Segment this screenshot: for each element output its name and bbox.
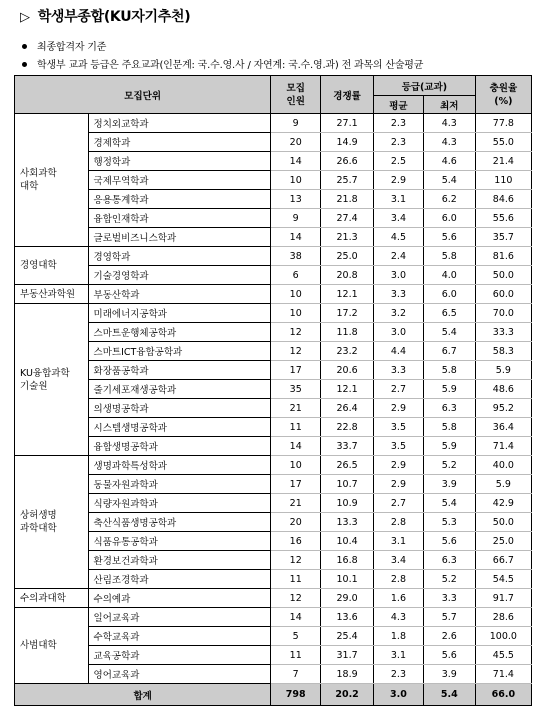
competition-cell: 18.9 xyxy=(321,665,374,684)
competition-cell: 12.1 xyxy=(321,380,374,399)
header-grade-min: 최저 xyxy=(423,96,475,114)
grade-min-cell: 5.4 xyxy=(423,323,475,342)
college-cell: 부동산과학원 xyxy=(15,285,89,304)
fill-rate-cell: 84.6 xyxy=(475,190,531,209)
grade-avg-cell: 1.6 xyxy=(374,589,424,608)
grade-min-cell: 4.6 xyxy=(423,152,475,171)
table-row xyxy=(15,475,532,494)
grade-avg-cell: 3.5 xyxy=(374,418,424,437)
quota-cell: 10 xyxy=(271,304,321,323)
fill-rate-cell: 36.4 xyxy=(475,418,531,437)
competition-cell: 21.8 xyxy=(321,190,374,209)
quota-cell: 14 xyxy=(271,437,321,456)
page-title xyxy=(20,6,190,26)
table-row xyxy=(15,361,532,380)
fill-rate-cell: 21.4 xyxy=(475,152,531,171)
college-cell: KU융합과학 기술원 xyxy=(15,304,89,456)
header-competition: 경쟁률 xyxy=(321,76,374,114)
fill-rate-cell: 35.7 xyxy=(475,228,531,247)
dept-cell: 경제학과 xyxy=(88,133,271,152)
quota-cell: 12 xyxy=(271,342,321,361)
table-row xyxy=(15,665,532,684)
dept-cell: 산림조경학과 xyxy=(88,570,271,589)
grade-avg-cell: 3.5 xyxy=(374,437,424,456)
grade-avg-cell: 3.0 xyxy=(374,266,424,285)
fill-rate-cell: 50.0 xyxy=(475,266,531,285)
table-row xyxy=(15,399,532,418)
header-fill-rate: 충원율 (%) xyxy=(475,76,531,114)
grade-min-cell: 6.7 xyxy=(423,342,475,361)
fill-rate-cell: 70.0 xyxy=(475,304,531,323)
total-quota: 798 xyxy=(271,684,321,706)
grade-min-cell: 5.6 xyxy=(423,228,475,247)
quota-cell: 20 xyxy=(271,513,321,532)
quota-cell: 5 xyxy=(271,627,321,646)
admission-results-table xyxy=(14,75,532,706)
grade-avg-cell: 2.8 xyxy=(374,513,424,532)
grade-min-cell: 5.2 xyxy=(423,570,475,589)
header-unit: 모집단위 xyxy=(15,76,271,114)
quota-cell: 13 xyxy=(271,190,321,209)
fill-rate-cell: 55.0 xyxy=(475,133,531,152)
fill-rate-cell: 50.0 xyxy=(475,513,531,532)
dept-cell: 축산식품생명공학과 xyxy=(88,513,271,532)
competition-cell: 10.4 xyxy=(321,532,374,551)
header-grade: 등급(교과) xyxy=(374,76,476,96)
table-row xyxy=(15,304,532,323)
table-row xyxy=(15,513,532,532)
grade-avg-cell: 4.5 xyxy=(374,228,424,247)
competition-cell: 16.8 xyxy=(321,551,374,570)
competition-cell: 25.7 xyxy=(321,171,374,190)
competition-cell: 14.9 xyxy=(321,133,374,152)
fill-rate-cell: 25.0 xyxy=(475,532,531,551)
grade-avg-cell: 3.4 xyxy=(374,209,424,228)
quota-cell: 11 xyxy=(271,418,321,437)
quota-cell: 21 xyxy=(271,494,321,513)
fill-rate-cell: 66.7 xyxy=(475,551,531,570)
grade-min-cell: 5.6 xyxy=(423,532,475,551)
grade-min-cell: 4.3 xyxy=(423,114,475,133)
note-text: 최종합격자 기준 xyxy=(37,42,107,53)
table-row xyxy=(15,266,532,285)
competition-cell: 33.7 xyxy=(321,437,374,456)
quota-cell: 14 xyxy=(271,228,321,247)
competition-cell: 12.1 xyxy=(321,285,374,304)
competition-cell: 23.2 xyxy=(321,342,374,361)
dept-cell: 융합인재학과 xyxy=(88,209,271,228)
grade-min-cell: 4.3 xyxy=(423,133,475,152)
competition-cell: 25.0 xyxy=(321,247,374,266)
competition-cell: 10.7 xyxy=(321,475,374,494)
competition-cell: 29.0 xyxy=(321,589,374,608)
fill-rate-cell: 48.6 xyxy=(475,380,531,399)
grade-min-cell: 6.5 xyxy=(423,304,475,323)
dept-cell: 스마트운행체공학과 xyxy=(88,323,271,342)
table-row xyxy=(15,380,532,399)
competition-cell: 20.8 xyxy=(321,266,374,285)
table-row xyxy=(15,532,532,551)
dept-cell: 교육공학과 xyxy=(88,646,271,665)
fill-rate-cell: 54.5 xyxy=(475,570,531,589)
grade-min-cell: 6.3 xyxy=(423,399,475,418)
dept-cell: 경영학과 xyxy=(88,247,271,266)
grade-avg-cell: 3.3 xyxy=(374,361,424,380)
table-row xyxy=(15,551,532,570)
fill-rate-cell: 81.6 xyxy=(475,247,531,266)
quota-cell: 11 xyxy=(271,570,321,589)
fill-rate-cell: 55.6 xyxy=(475,209,531,228)
total-fill-rate: 66.0 xyxy=(475,684,531,706)
grade-avg-cell: 2.3 xyxy=(374,133,424,152)
dept-cell: 시스템생명공학과 xyxy=(88,418,271,437)
competition-cell: 13.3 xyxy=(321,513,374,532)
table-row xyxy=(15,323,532,342)
grade-avg-cell: 4.4 xyxy=(374,342,424,361)
college-cell: 사범대학 xyxy=(15,608,89,684)
competition-cell: 26.6 xyxy=(321,152,374,171)
competition-cell: 26.5 xyxy=(321,456,374,475)
grade-avg-cell: 3.1 xyxy=(374,532,424,551)
grade-avg-cell: 2.4 xyxy=(374,247,424,266)
header-quota: 모집 인원 xyxy=(271,76,321,114)
dept-cell: 환경보건과학과 xyxy=(88,551,271,570)
competition-cell: 11.8 xyxy=(321,323,374,342)
fill-rate-cell: 40.0 xyxy=(475,456,531,475)
total-label: 합계 xyxy=(15,684,271,706)
quota-cell: 21 xyxy=(271,399,321,418)
table-row xyxy=(15,228,532,247)
grade-min-cell: 5.4 xyxy=(423,494,475,513)
dept-cell: 줄기세포재생공학과 xyxy=(88,380,271,399)
table-row xyxy=(15,171,532,190)
grade-min-cell: 5.2 xyxy=(423,456,475,475)
table-row xyxy=(15,437,532,456)
table-row xyxy=(15,418,532,437)
quota-cell: 35 xyxy=(271,380,321,399)
quota-cell: 14 xyxy=(271,152,321,171)
quota-cell: 14 xyxy=(271,608,321,627)
total-grade-avg: 3.0 xyxy=(374,684,424,706)
grade-min-cell: 5.4 xyxy=(423,171,475,190)
header-grade-avg: 평균 xyxy=(374,96,424,114)
fill-rate-cell: 45.5 xyxy=(475,646,531,665)
grade-min-cell: 5.8 xyxy=(423,247,475,266)
quota-cell: 9 xyxy=(271,209,321,228)
competition-cell: 20.6 xyxy=(321,361,374,380)
grade-min-cell: 4.0 xyxy=(423,266,475,285)
quota-cell: 10 xyxy=(271,171,321,190)
competition-cell: 31.7 xyxy=(321,646,374,665)
table-row xyxy=(15,570,532,589)
table-row xyxy=(15,114,532,133)
dept-cell: 글로벌비즈니스학과 xyxy=(88,228,271,247)
dept-cell: 국제무역학과 xyxy=(88,171,271,190)
grade-avg-cell: 2.7 xyxy=(374,380,424,399)
quota-cell: 10 xyxy=(271,285,321,304)
competition-cell: 22.8 xyxy=(321,418,374,437)
grade-avg-cell: 3.4 xyxy=(374,551,424,570)
dept-cell: 식품유통공학과 xyxy=(88,532,271,551)
fill-rate-cell: 58.3 xyxy=(475,342,531,361)
table-row xyxy=(15,133,532,152)
title-text: 학생부종합(KU자기추천) xyxy=(37,9,191,25)
grade-min-cell: 3.9 xyxy=(423,475,475,494)
dept-cell: 영어교육과 xyxy=(88,665,271,684)
dept-cell: 수학교육과 xyxy=(88,627,271,646)
fill-rate-cell: 71.4 xyxy=(475,665,531,684)
dept-cell: 의생명공학과 xyxy=(88,399,271,418)
total-competition: 20.2 xyxy=(321,684,374,706)
grade-min-cell: 5.9 xyxy=(423,437,475,456)
table-row xyxy=(15,209,532,228)
quota-cell: 11 xyxy=(271,646,321,665)
grade-avg-cell: 3.1 xyxy=(374,646,424,665)
grade-min-cell: 5.7 xyxy=(423,608,475,627)
quota-cell: 9 xyxy=(271,114,321,133)
grade-avg-cell: 3.3 xyxy=(374,285,424,304)
fill-rate-cell: 28.6 xyxy=(475,608,531,627)
grade-min-cell: 5.6 xyxy=(423,646,475,665)
note-grade xyxy=(22,56,423,71)
college-cell: 상허생명 과학대학 xyxy=(15,456,89,589)
dept-cell: 행정학과 xyxy=(88,152,271,171)
grade-min-cell: 6.0 xyxy=(423,209,475,228)
table-row xyxy=(15,342,532,361)
dept-cell: 일어교육과 xyxy=(88,608,271,627)
table-row xyxy=(15,285,532,304)
grade-min-cell: 5.8 xyxy=(423,418,475,437)
grade-min-cell: 5.9 xyxy=(423,380,475,399)
fill-rate-cell: 60.0 xyxy=(475,285,531,304)
table-row xyxy=(15,589,532,608)
quota-cell: 10 xyxy=(271,456,321,475)
grade-avg-cell: 3.2 xyxy=(374,304,424,323)
quota-cell: 17 xyxy=(271,361,321,380)
table-row xyxy=(15,608,532,627)
college-cell: 경영대학 xyxy=(15,247,89,285)
grade-avg-cell: 2.3 xyxy=(374,114,424,133)
quota-cell: 17 xyxy=(271,475,321,494)
dept-cell: 응용통계학과 xyxy=(88,190,271,209)
competition-cell: 10.9 xyxy=(321,494,374,513)
table-row xyxy=(15,152,532,171)
college-cell: 수의과대학 xyxy=(15,589,89,608)
quota-cell: 38 xyxy=(271,247,321,266)
quota-cell: 12 xyxy=(271,589,321,608)
grade-avg-cell: 2.3 xyxy=(374,665,424,684)
fill-rate-cell: 95.2 xyxy=(475,399,531,418)
dept-cell: 생명과학특성학과 xyxy=(88,456,271,475)
quota-cell: 7 xyxy=(271,665,321,684)
dept-cell: 융합생명공학과 xyxy=(88,437,271,456)
quota-cell: 6 xyxy=(271,266,321,285)
grade-avg-cell: 3.0 xyxy=(374,323,424,342)
quota-cell: 20 xyxy=(271,133,321,152)
triangle-marker-icon: ▷ xyxy=(20,10,30,25)
dept-cell: 기술경영학과 xyxy=(88,266,271,285)
quota-cell: 16 xyxy=(271,532,321,551)
competition-cell: 27.4 xyxy=(321,209,374,228)
grade-min-cell: 5.8 xyxy=(423,361,475,380)
dept-cell: 정치외교학과 xyxy=(88,114,271,133)
grade-avg-cell: 3.1 xyxy=(374,190,424,209)
table-body xyxy=(15,114,532,684)
quota-cell: 12 xyxy=(271,323,321,342)
dept-cell: 화장품공학과 xyxy=(88,361,271,380)
grade-avg-cell: 2.8 xyxy=(374,570,424,589)
competition-cell: 13.6 xyxy=(321,608,374,627)
fill-rate-cell: 5.9 xyxy=(475,475,531,494)
grade-avg-cell: 2.9 xyxy=(374,399,424,418)
table-row xyxy=(15,494,532,513)
fill-rate-cell: 71.4 xyxy=(475,437,531,456)
competition-cell: 10.1 xyxy=(321,570,374,589)
quota-cell: 12 xyxy=(271,551,321,570)
dept-cell: 동물자원과학과 xyxy=(88,475,271,494)
fill-rate-cell: 77.8 xyxy=(475,114,531,133)
dept-cell: 식량자원과학과 xyxy=(88,494,271,513)
bullet-icon xyxy=(22,62,27,67)
grade-avg-cell: 2.9 xyxy=(374,475,424,494)
fill-rate-cell: 33.3 xyxy=(475,323,531,342)
fill-rate-cell: 110 xyxy=(475,171,531,190)
dept-cell: 미래에너지공학과 xyxy=(88,304,271,323)
fill-rate-cell: 42.9 xyxy=(475,494,531,513)
grade-avg-cell: 1.8 xyxy=(374,627,424,646)
competition-cell: 26.4 xyxy=(321,399,374,418)
grade-avg-cell: 2.9 xyxy=(374,171,424,190)
dept-cell: 부동산학과 xyxy=(88,285,271,304)
grade-min-cell: 6.0 xyxy=(423,285,475,304)
grade-avg-cell: 4.3 xyxy=(374,608,424,627)
dept-cell: 수의예과 xyxy=(88,589,271,608)
table-row xyxy=(15,646,532,665)
grade-avg-cell: 2.5 xyxy=(374,152,424,171)
total-grade-min: 5.4 xyxy=(423,684,475,706)
competition-cell: 21.3 xyxy=(321,228,374,247)
grade-min-cell: 6.2 xyxy=(423,190,475,209)
table-row xyxy=(15,190,532,209)
competition-cell: 25.4 xyxy=(321,627,374,646)
grade-min-cell: 2.6 xyxy=(423,627,475,646)
grade-min-cell: 3.3 xyxy=(423,589,475,608)
table-row xyxy=(15,456,532,475)
table-row xyxy=(15,247,532,266)
dept-cell: 스마트ICT융합공학과 xyxy=(88,342,271,361)
grade-avg-cell: 2.9 xyxy=(374,456,424,475)
bullet-icon xyxy=(22,44,27,49)
table-row xyxy=(15,627,532,646)
fill-rate-cell: 5.9 xyxy=(475,361,531,380)
competition-cell: 27.1 xyxy=(321,114,374,133)
grade-min-cell: 5.3 xyxy=(423,513,475,532)
fill-rate-cell: 100.0 xyxy=(475,627,531,646)
fill-rate-cell: 91.7 xyxy=(475,589,531,608)
grade-min-cell: 3.9 xyxy=(423,665,475,684)
note-text: 학생부 교과 등급은 주요교과(인문계: 국.수.영.사 / 자연계: 국.수.영.과) 전 과목의 산술평균 xyxy=(37,60,424,71)
competition-cell: 17.2 xyxy=(321,304,374,323)
grade-avg-cell: 2.7 xyxy=(374,494,424,513)
grade-min-cell: 6.3 xyxy=(423,551,475,570)
note-basis xyxy=(22,38,106,53)
college-cell: 사회과학 대학 xyxy=(15,114,89,247)
